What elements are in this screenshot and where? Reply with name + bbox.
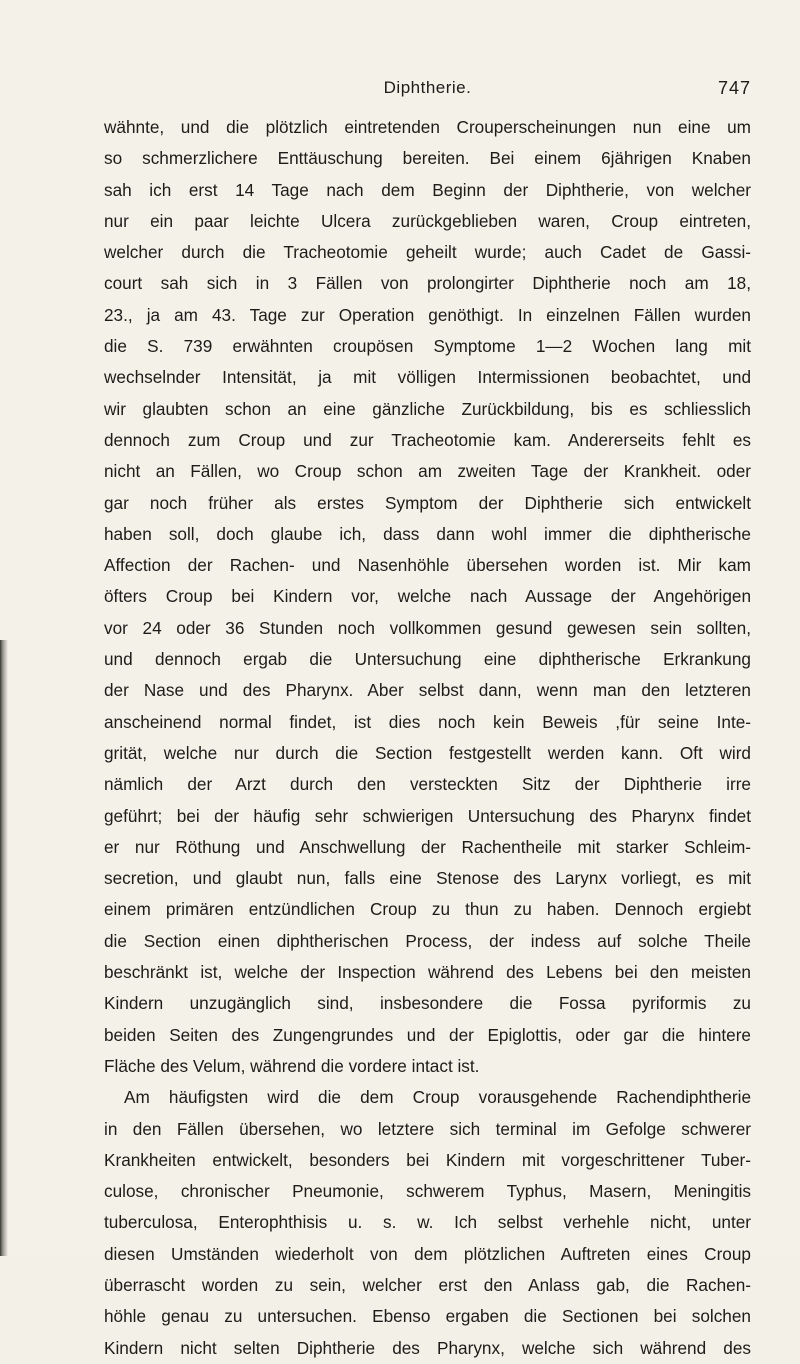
- text-line: culose, chronischer Pneumonie, schwerem Typhus, Masern, Meningitis: [104, 1181, 751, 1202]
- text-line: beschränkt ist, welche der Inspection während des Lebens bei den meisten: [104, 962, 751, 983]
- page-number: 747: [717, 78, 751, 98]
- text-line: nur ein paar leichte Ulcera zurückgeblieben waren, Croup eintreten,: [104, 210, 751, 231]
- text-line: 23., ja am 43. Tage zur Operation genöthigt. In einzelnen Fällen wurden: [104, 304, 751, 325]
- text-line: höhle genau zu untersuchen. Ebenso ergaben die Sectionen bei solchen: [104, 1306, 751, 1327]
- text-line: und dennoch ergab die Untersuchung eine diphtherische Erkrankung: [104, 649, 751, 670]
- text-line: Affection der Rachen- und Nasenhöhle übersehen worden ist. Mir kam: [104, 555, 751, 576]
- text-line: wechselnder Intensität, ja mit völligen Intermissionen beobachtet, und: [104, 367, 751, 388]
- page-edge-shadow: [0, 640, 8, 1256]
- text-line: Kindern unzugänglich sind, insbesondere die Fossa pyriformis zu: [104, 993, 751, 1014]
- text-line: geführt; bei der häufig sehr schwierigen Untersuchung des Pharynx findet: [104, 805, 751, 826]
- text-line: nicht an Fällen, wo Croup schon am zweiten Tage der Krankheit. oder: [104, 461, 751, 482]
- text-line: court sah sich in 3 Fällen von prolongirter Diphtherie noch am 18,: [104, 273, 751, 294]
- running-title: Diphtherie.: [383, 78, 472, 97]
- text-line: einem primären entzündlichen Croup zu thun zu haben. Dennoch ergiebt: [104, 899, 751, 920]
- text-line: sah ich erst 14 Tage nach dem Beginn der Diphtherie, von welcher: [104, 179, 751, 200]
- body-text: [104, 112, 751, 1364]
- text-line: der Nase und des Pharynx. Aber selbst dann, wenn man den letzteren: [104, 680, 751, 701]
- text-line: nämlich der Arzt durch den versteckten Sitz der Diphtherie irre: [104, 774, 751, 795]
- text-line: vor 24 oder 36 Stunden noch vollkommen gesund gewesen sein sollten,: [104, 617, 751, 638]
- text-line: dennoch zum Croup und zur Tracheotomie kam. Andererseits fehlt es: [104, 429, 751, 450]
- text-line: in den Fällen übersehen, wo letztere sich terminal im Gefolge schwerer: [104, 1118, 751, 1139]
- text-line: secretion, und glaubt nun, falls eine Stenose des Larynx vorliegt, es mit: [104, 868, 751, 889]
- running-header: [104, 78, 751, 102]
- paragraph-start-line: Am häufigsten wird die dem Croup vorausgehende Rachendiphtherie: [124, 1087, 751, 1108]
- text-line: haben soll, doch glaube ich, dass dann wohl immer die diphtherische: [104, 523, 751, 544]
- text-line: Krankheiten entwickelt, besonders bei Kindern mit vorgeschrittener Tuber-: [104, 1149, 751, 1170]
- text-line: diesen Umständen wiederholt von dem plötzlichen Auftreten eines Croup: [104, 1243, 751, 1264]
- text-line: welcher durch die Tracheotomie geheilt wurde; auch Cadet de Gassi-: [104, 242, 751, 263]
- text-line: tuberculosa, Enterophthisis u. s. w. Ich selbst verhehle nicht, unter: [104, 1212, 751, 1233]
- text-line: wir glaubten schon an eine gänzliche Zurückbildung, bis es schliesslich: [104, 398, 751, 419]
- text-line: wähnte, und die plötzlich eintretenden Crouperscheinungen nun eine um: [104, 117, 751, 137]
- text-line: so schmerzlichere Enttäuschung bereiten. Bei einem 6jährigen Knaben: [104, 148, 751, 169]
- paragraph-end-line: Fläche des Velum, während die vordere intact ist.: [104, 1055, 480, 1076]
- text-line: Kindern nicht selten Diphtherie des Pharynx, welche sich während des: [104, 1337, 751, 1358]
- text-line: öfters Croup bei Kindern vor, welche nach Aussage der Angehörigen: [104, 586, 751, 607]
- text-line: grität, welche nur durch die Section festgestellt werden kann. Oft wird: [104, 742, 751, 763]
- text-line: anscheinend normal findet, ist dies noch kein Beweis ,für seine Inte-: [104, 711, 751, 732]
- text-line: beiden Seiten des Zungengrundes und der Epiglottis, oder gar die hintere: [104, 1024, 751, 1045]
- text-line: gar noch früher als erstes Symptom der Diphtherie sich entwickelt: [104, 492, 751, 513]
- text-line: die S. 739 erwähnten croupösen Symptome 1—2 Wochen lang mit: [104, 336, 751, 357]
- text-line: die Section einen diphtherischen Process, der indess auf solche Theile: [104, 930, 751, 951]
- text-line: er nur Röthung und Anschwellung der Rachentheile mit starker Schleim-: [104, 836, 751, 857]
- text-line: überrascht worden zu sein, welcher erst den Anlass gab, die Rachen-: [104, 1274, 751, 1295]
